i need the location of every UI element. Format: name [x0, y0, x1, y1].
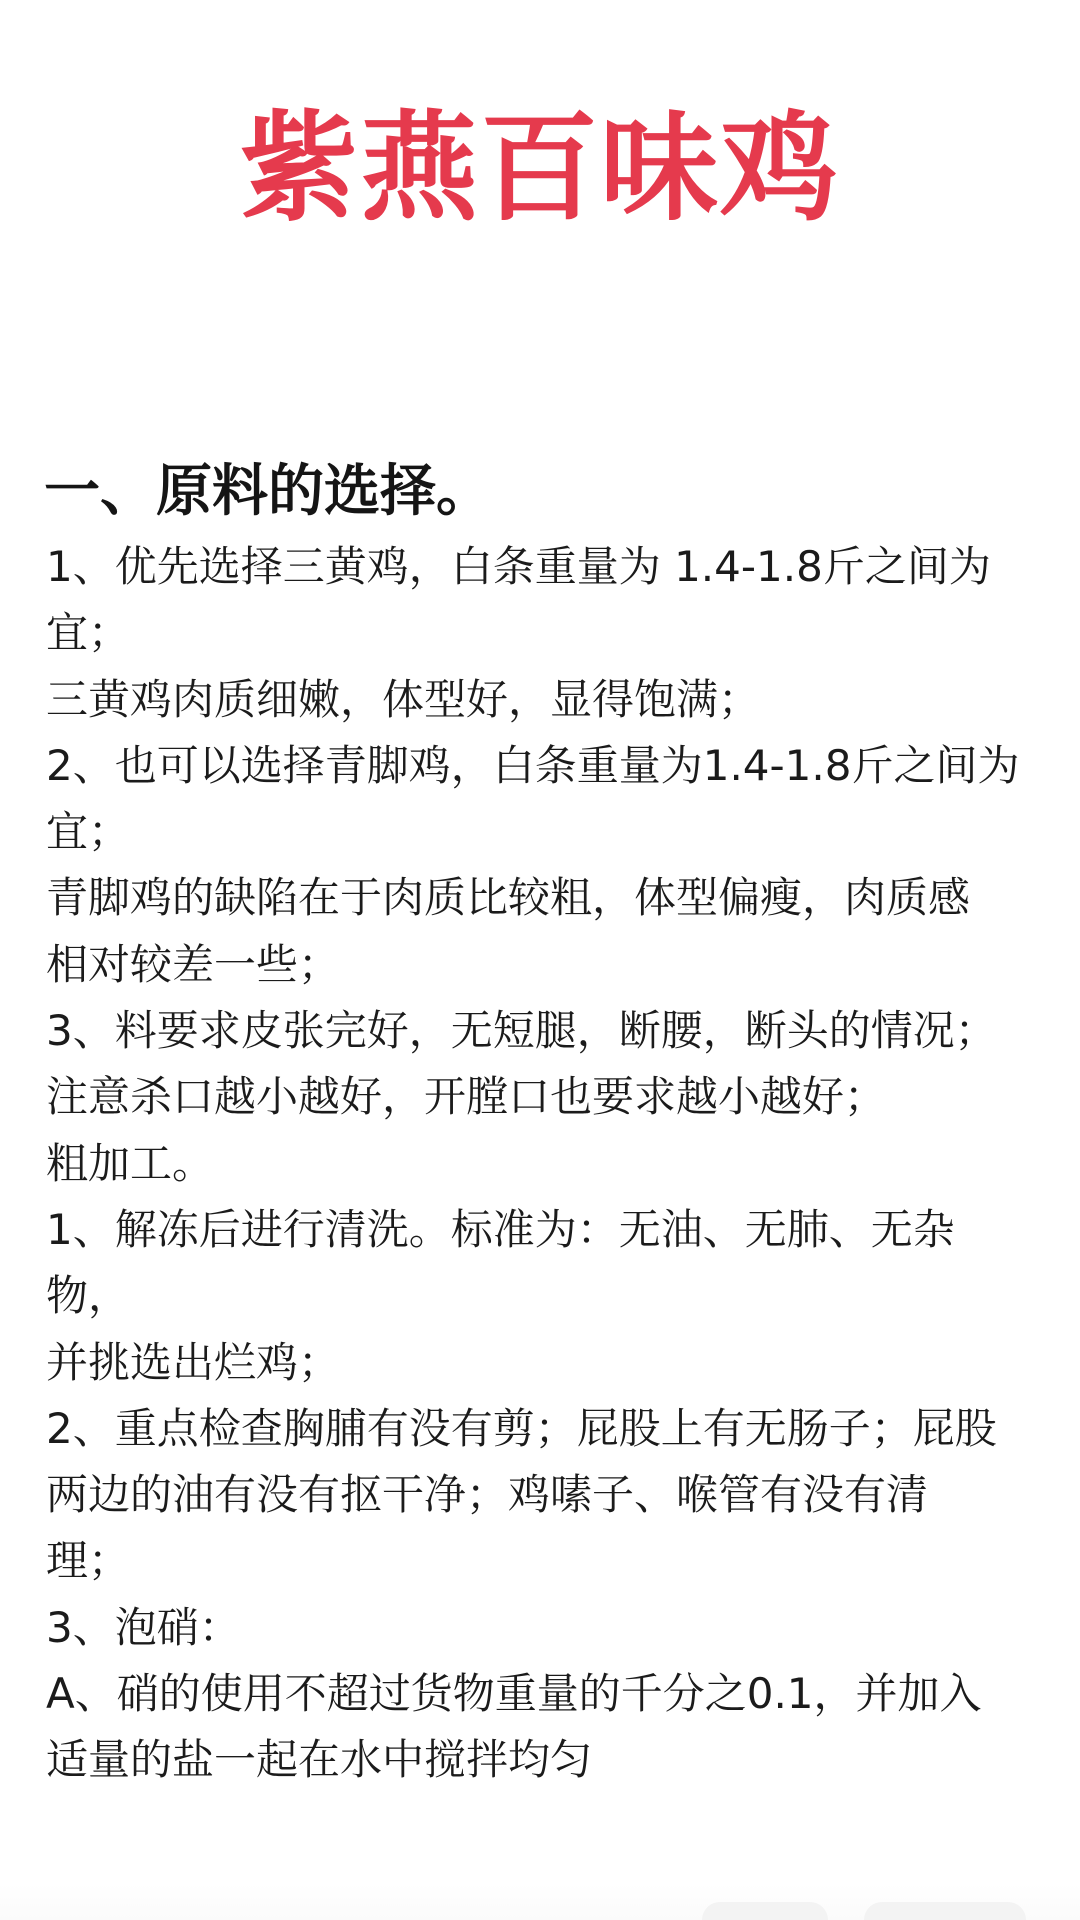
- body-text: [46, 534, 1046, 1794]
- text-line: 物，: [46, 1271, 131, 1321]
- text-line: 青脚鸡的缺陷在于肉质比较粗，体型偏瘦，肉质感: [46, 873, 971, 923]
- text-line: 两边的油有没有抠干净；鸡嗉子、喉管有没有清: [46, 1470, 929, 1520]
- text-line: 理；: [46, 1536, 131, 1586]
- text-line: 1、解冻后进行清洗。标准为：无油、无肺、无杂: [46, 1204, 955, 1254]
- text-line: 宜；: [46, 608, 131, 658]
- text-line: 2、也可以选择青脚鸡，白条重量为1.4-1.8斤之间为: [46, 740, 1020, 790]
- text-line: 适量的盐一起在水中搅拌均匀: [46, 1735, 593, 1785]
- text-line: 注意杀口越小越好，开膛口也要求越小越好；: [46, 1072, 887, 1122]
- text-line: 1、优先选择三黄鸡，白条重量为 1.4-1.8斤之间为: [46, 542, 991, 591]
- text-line: 3、泡硝：: [46, 1602, 241, 1652]
- page-title: 紫燕百味鸡: [239, 99, 840, 237]
- text-line: 2、重点检查胸脯有没有剪；屁股上有无肠子；屁股: [46, 1403, 997, 1453]
- bottom-chip-left: [702, 1902, 828, 1920]
- text-line: 并挑选出烂鸡；: [46, 1337, 341, 1387]
- text-line: 粗加工。: [46, 1138, 215, 1188]
- text-line: 3、料要求皮张完好，无短腿，断腰，断头的情况；: [46, 1006, 997, 1056]
- section-heading: 一、原料的选择。: [44, 459, 492, 524]
- text-line: 宜；: [46, 807, 131, 857]
- text-line: A、硝的使用不超过货物重量的千分之0.1，并加入: [46, 1669, 982, 1719]
- text-line: 三黄鸡肉质细嫩，体型好，显得饱满；: [46, 674, 761, 724]
- text-line: 相对较差一些；: [46, 939, 341, 989]
- bottom-chip-right: [864, 1902, 1026, 1920]
